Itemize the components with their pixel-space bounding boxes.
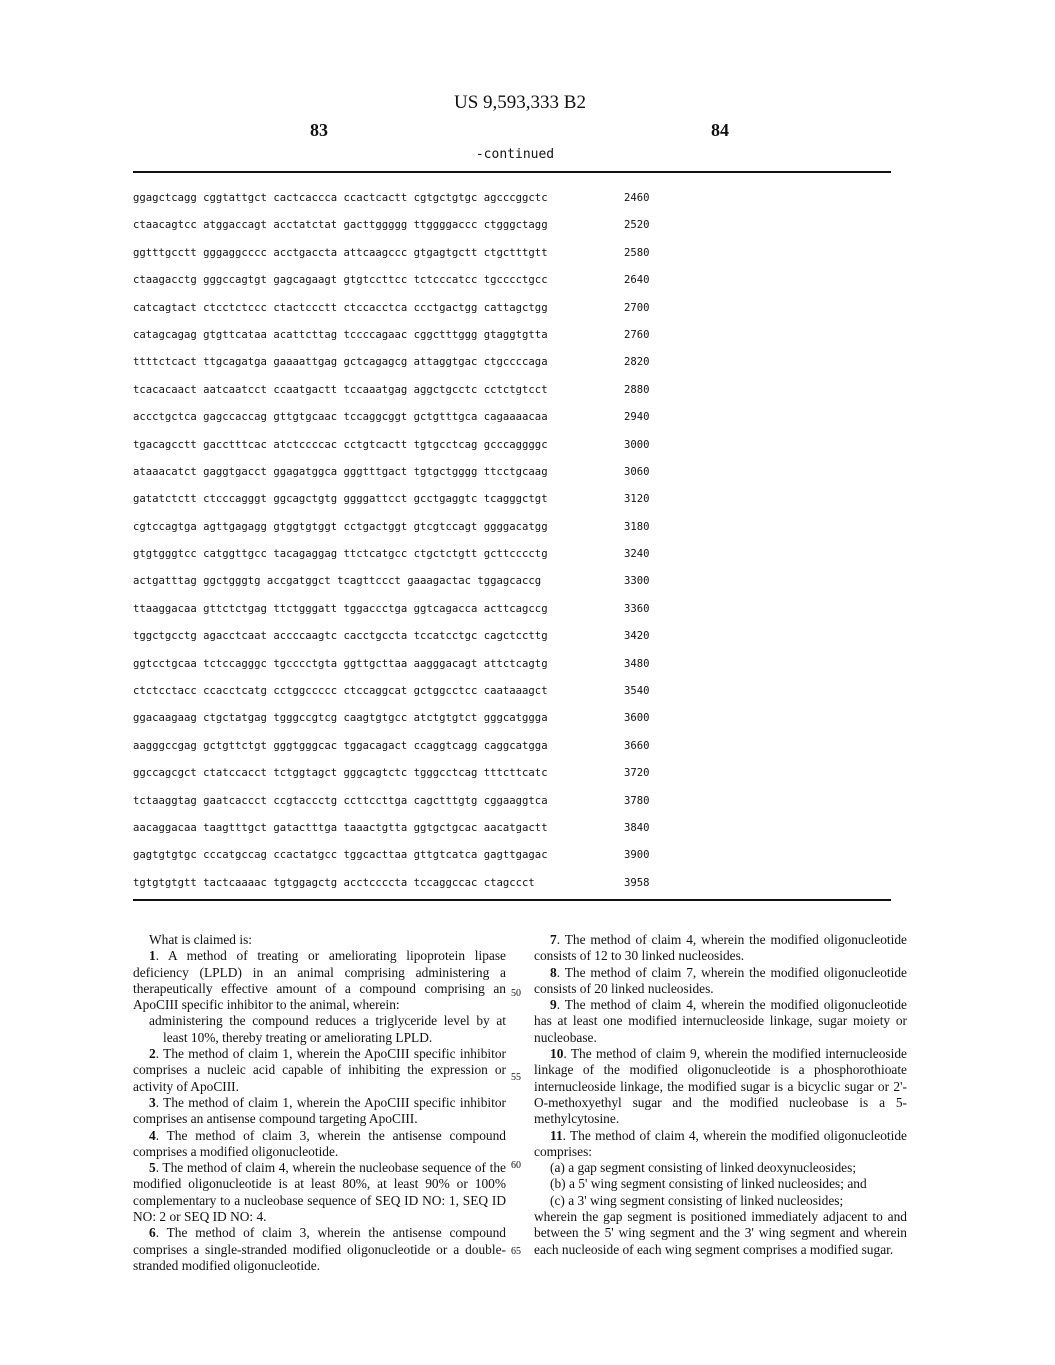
sequence-text: aagggccgag gctgttctgt gggtgggcac tggacagact ccaggtcagg caggcatgga xyxy=(133,739,548,752)
claim-3: 3. The method of claim 1, wherein the ApoCIII specific inhibitor comprises an antisense compound targeting ApoCIII. xyxy=(133,1094,506,1127)
sequence-row xyxy=(133,683,693,710)
sequence-text: ataaacatct gaggtgacct ggagatggca gggtttgact tgtgctgggg ttcctgcaag xyxy=(133,465,548,478)
sequence-row xyxy=(133,272,693,299)
sequence-row xyxy=(133,382,693,409)
line-number-65: 65 xyxy=(511,1246,521,1257)
claim-11-end: wherein the gap segment is positioned immediately adjacent to and between the 5' wing segment and the 3' wing segment and wherein each nucleoside of each wing segment comprises a modified sugar. xyxy=(534,1209,907,1257)
sequence-row xyxy=(133,710,693,737)
claims-intro: What is claimed is: xyxy=(149,932,253,947)
sequence-position: 3420 xyxy=(624,630,650,643)
sequence-row xyxy=(133,573,693,600)
sequence-text: ggtcctgcaa tctccagggc tgcccctgta ggttgcttaa aagggacagt attctcagtg xyxy=(133,657,548,670)
claim-11: 11. The method of claim 4, wherein the modified oligonucleotide comprises: xyxy=(534,1127,907,1159)
sequence-text: gatatctctt ctcccagggt ggcagctgtg ggggattcct gcctgaggtc tcagggctgt xyxy=(133,493,548,506)
sequence-text: ggacaagaag ctgctatgag tgggccgtcg caagtgtgcc atctgtgtct gggcatggga xyxy=(133,712,548,725)
claim-11-c: (c) a 3' wing segment consisting of linked nucleosides; xyxy=(550,1192,844,1208)
sequence-text: tgtgtgtgtt tactcaaaac tgtggagctg acctccccta tccaggccac ctagccct xyxy=(133,876,535,889)
sequence-row xyxy=(133,738,693,765)
sequence-text: ctaagacctg gggccagtgt gagcagaagt gtgtccttcc tctcccatcc tgcccctgcc xyxy=(133,274,548,287)
sequence-position: 3600 xyxy=(624,712,650,725)
claims-column-left xyxy=(133,932,506,1274)
sequence-position: 3240 xyxy=(624,548,650,561)
sequence-position: 3000 xyxy=(624,438,650,451)
sequence-text: gtgtgggtcc catggttgcc tacagaggag ttctcatgcc ctgctctgtt gcttcccctg xyxy=(133,548,548,561)
sequence-text: tcacacaact aatcaatcct ccaatgactt tccaaatgag aggctgcctc cctctgtcct xyxy=(133,383,548,396)
bottom-rule xyxy=(133,899,891,901)
sequence-position: 2760 xyxy=(624,328,650,341)
continued-label: -continued xyxy=(475,147,555,162)
sequence-row xyxy=(133,793,693,820)
claim-6: 6. The method of claim 3, wherein the antisense compound comprises a single-stranded modified oligonucleotide or a double-stranded modified oligonucleotide. xyxy=(133,1225,506,1273)
claims-column-right xyxy=(534,932,907,1258)
sequence-position: 3840 xyxy=(624,821,650,834)
sequence-row xyxy=(133,437,693,464)
sequence-text: catagcagag gtgttcataa acattcttag tccccagaac cggctttggg gtaggtgtta xyxy=(133,328,548,341)
sequence-position: 2640 xyxy=(624,274,650,287)
sequence-row xyxy=(133,245,693,272)
claim-9: 9. The method of claim 4, wherein the modified oligonucleotide has at least one modified internucleoside linkage, sugar moiety or nucleobase. xyxy=(534,997,907,1045)
sequence-row xyxy=(133,300,693,327)
sequence-row xyxy=(133,519,693,546)
sequence-position: 3360 xyxy=(624,602,650,615)
page-number-right: 84 xyxy=(711,120,729,140)
claim-1-sub: administering the compound reduces a triglyceride level by at least 10%, thereby treating or ameliorating LPLD. xyxy=(149,1013,506,1045)
sequence-position: 3300 xyxy=(624,575,650,588)
sequence-position: 2580 xyxy=(624,246,650,259)
sequence-row xyxy=(133,217,693,244)
claim-7: 7. The method of claim 4, wherein the modified oligonucleotide consists of 12 to 30 linked nucleosides. xyxy=(534,932,907,964)
line-number-60: 60 xyxy=(511,1160,521,1171)
sequence-text: cgtccagtga agttgagagg gtggtgtggt cctgactggt gtcgtccagt ggggacatgg xyxy=(133,520,548,533)
sequence-text: tgacagcctt gacctttcac atctccccac cctgtcactt tgtgcctcag gcccaggggc xyxy=(133,438,548,451)
sequence-position: 3180 xyxy=(624,520,650,533)
claim-2: 2. The method of claim 1, wherein the ApoCIII specific inhibitor comprises a nucleic acid capable of inhibiting the expression or activity of ApoCIII. xyxy=(133,1046,506,1094)
sequence-row xyxy=(133,327,693,354)
sequence-row xyxy=(133,464,693,491)
sequence-row xyxy=(133,491,693,518)
top-rule xyxy=(133,171,891,173)
sequence-row xyxy=(133,354,693,381)
sequence-position: 3120 xyxy=(624,493,650,506)
sequence-text: gagtgtgtgc cccatgccag ccactatgcc tggcacttaa gttgtcatca gagttgagac xyxy=(133,849,548,862)
sequence-text: ggagctcagg cggtattgct cactcaccca ccactcactt cgtgctgtgc agcccggctc xyxy=(133,192,548,204)
sequence-text: catcagtact ctcctctccc ctactccctt ctccacctca ccctgactgg cattagctgg xyxy=(133,301,548,314)
sequence-text: aacaggacaa taagtttgct gatactttga taaactgtta ggtgctgcac aacatgactt xyxy=(133,821,548,834)
sequence-text: actgatttag ggctgggtg accgatggct tcagttccct gaaagactac tggagcaccg xyxy=(133,575,542,588)
sequence-text: ttaaggacaa gttctctgag ttctgggatt tggaccctga ggtcagacca acttcagccg xyxy=(133,602,548,615)
sequence-position: 3900 xyxy=(624,849,650,862)
line-number-50: 50 xyxy=(511,988,521,999)
sequence-position: 2460 xyxy=(624,192,650,204)
claim-10: 10. The method of claim 9, wherein the modified internucleoside linkage of the modified oligonucleotide is a phosphorothioate internucleoside linkage, the modified sugar is a bicyclic sugar or 2'-O-methoxyethyl sugar and the modified nucleobase is a 5-methylcytosine. xyxy=(534,1046,907,1127)
sequence-position: 3958 xyxy=(624,876,650,889)
sequence-text: accctgctca gagccaccag gttgtgcaac tccaggcggt gctgtttgca cagaaaacaa xyxy=(133,411,548,424)
claim-11-a: (a) a gap segment consisting of linked deoxynucleosides; xyxy=(550,1160,857,1176)
sequence-position: 2880 xyxy=(624,383,650,396)
claim-8: 8. The method of claim 7, wherein the modified oligonucleotide consists of 20 linked nucleosides. xyxy=(534,964,907,996)
patent-number: US 9,593,333 B2 xyxy=(454,92,586,113)
sequence-text: ggccagcgct ctatccacct tctggtagct gggcagtctc tgggcctcag tttcttcatc xyxy=(133,767,548,780)
sequence-text: ttttctcact ttgcagatga gaaaattgag gctcagagcg attaggtgac ctgccccaga xyxy=(133,356,548,369)
line-number-55: 55 xyxy=(511,1072,521,1083)
sequence-row xyxy=(133,546,693,573)
sequence-position: 2520 xyxy=(624,219,650,232)
sequence-listing xyxy=(133,190,693,902)
sequence-position: 3480 xyxy=(624,657,650,670)
claim-5: 5. The method of claim 4, wherein the nucleobase sequence of the modified oligonucleotide is at least 80%, at least 90% or 100% complementary to a nucleobase sequence of SEQ ID NO: 1, SEQ ID NO: 2 or SEQ ID NO: 4. xyxy=(133,1160,506,1225)
sequence-row xyxy=(133,847,693,874)
sequence-row xyxy=(133,656,693,683)
sequence-text: tctaaggtag gaatcaccct ccgtaccctg ccttccttga cagctttgtg cggaaggtca xyxy=(133,794,548,807)
claim-4: 4. The method of claim 3, wherein the antisense compound comprises a modified oligonucleotide. xyxy=(133,1127,506,1159)
sequence-row xyxy=(133,601,693,628)
sequence-position: 2700 xyxy=(624,301,650,314)
sequence-text: ctctcctacc ccacctcatg cctggccccc ctccaggcat gctggcctcc caataaagct xyxy=(133,685,548,698)
claim-1: 1. A method of treating or ameliorating lipoprotein lipase deficiency (LPLD) in an animal comprising administering a therapeutically effective amount of a compound comprising an ApoCIII specific inhibitor to the animal, wherein: xyxy=(133,948,506,1013)
sequence-row xyxy=(133,628,693,655)
sequence-text: tggctgcctg agacctcaat accccaagtc cacctgccta tccatcctgc cagctccttg xyxy=(133,630,548,643)
sequence-position: 2940 xyxy=(624,411,650,424)
sequence-position: 3540 xyxy=(624,685,650,698)
sequence-position: 3720 xyxy=(624,767,650,780)
sequence-position: 3660 xyxy=(624,739,650,752)
page-number-left: 83 xyxy=(310,120,328,140)
sequence-row xyxy=(133,409,693,436)
sequence-row xyxy=(133,820,693,847)
sequence-position: 3060 xyxy=(624,465,650,478)
sequence-position: 2820 xyxy=(624,356,650,369)
sequence-row xyxy=(133,190,693,217)
sequence-text: ggtttgcctt gggaggcccc acctgaccta attcaagccc gtgagtgctt ctgctttgtt xyxy=(133,246,548,259)
sequence-position: 3780 xyxy=(624,794,650,807)
sequence-text: ctaacagtcc atggaccagt acctatctat gacttggggg ttggggaccc ctgggctagg xyxy=(133,219,548,232)
sequence-row xyxy=(133,765,693,792)
claim-11-b: (b) a 5' wing segment consisting of linked nucleosides; and xyxy=(550,1176,867,1192)
